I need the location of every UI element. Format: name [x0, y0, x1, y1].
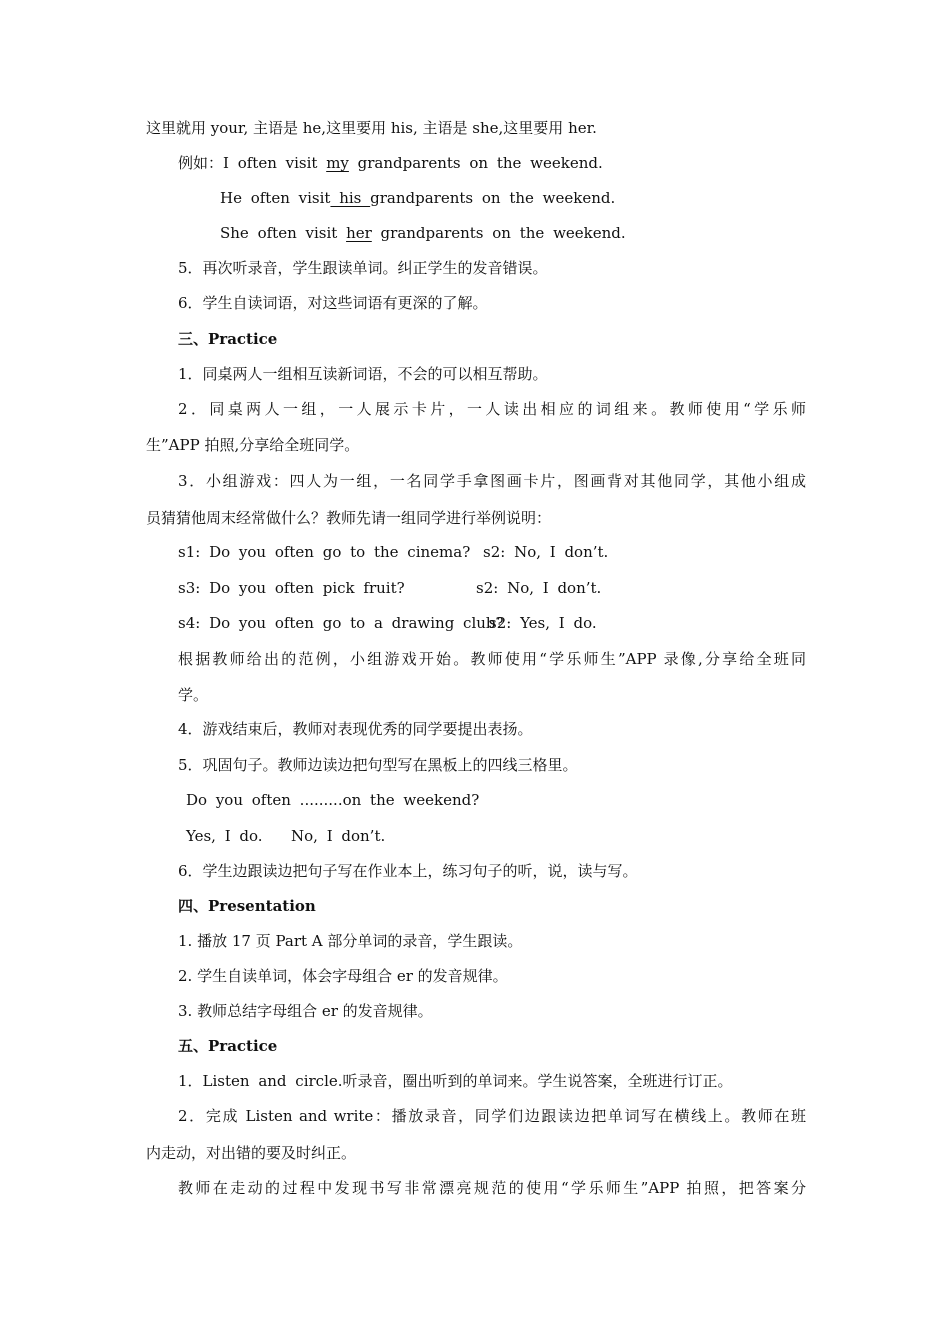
presentation-2: 2. 学生自读单词，体会字母组合 er 的发音规律。	[178, 967, 508, 985]
sentence-pattern-no: No, I don’t.	[291, 827, 386, 845]
example-text: She often visit	[220, 224, 347, 242]
example-text: He often visit	[220, 189, 331, 207]
heading-text: Practice	[208, 330, 278, 348]
example-text: grandparents on the weekend.	[348, 154, 603, 172]
heading-number: 五、	[178, 1037, 209, 1055]
presentation-3: 3. 教师总结字母组合 er 的发音规律。	[178, 1002, 433, 1020]
step-6: 6．学生自读词语，对这些词语有更深的了解。	[178, 294, 488, 312]
task-2-line-2: 内走动，对出错的要及时纠正。	[146, 1144, 357, 1162]
practice-5: 5．巩固句子。教师边读边把句型写在黑板上的四线三格里。	[178, 756, 578, 774]
underlined-word: her	[346, 224, 372, 242]
heading-number: 四、	[178, 897, 209, 915]
practice-1: 1．同桌两人一组相互读新词语，不会的可以相互帮助。	[178, 365, 548, 383]
game-line-1: 根据教师给出的范例，小组游戏开始。教师使用“学乐师生”APP 录像,分享给全班同	[178, 650, 806, 668]
presentation-1: 1. 播放 17 页 Part A 部分单词的录音，学生跟读。	[178, 932, 523, 950]
sentence-pattern-yes: Yes, I do.	[186, 827, 263, 845]
practice-2-line-2: 生”APP 拍照,分享给全班同学。	[146, 436, 360, 454]
dialogue-reply-1: s2: No, I don’t.	[483, 543, 609, 561]
task-2-line-1: 2．完成 Listen and write：播放录音，同学们边跟读边把单词写在横线上。教师在班	[178, 1107, 806, 1125]
practice-6: 6．学生边跟读边把句子写在作业本上，练习句子的听，说，读与写。	[178, 862, 638, 880]
example-line-2	[220, 188, 615, 208]
dialogue-line-1: s1: Do you often go to the cinema?	[178, 543, 471, 561]
example-line-1	[178, 153, 603, 173]
dialogue-reply-3: s2: Yes, I do.	[489, 614, 597, 632]
sentence-pattern-question: Do you often .........on the weekend?	[186, 791, 480, 809]
example-text: I often visit	[223, 154, 327, 172]
dialogue-reply-2: s2: No, I don’t.	[476, 579, 602, 597]
example-text: grandparents on the weekend.	[371, 224, 626, 242]
heading-text: Practice	[208, 1037, 278, 1055]
example-line-3	[220, 223, 626, 243]
underlined-word: my	[326, 154, 349, 172]
task-1: 1．Listen and circle.听录音，圈出听到的单词来。学生说答案，全班进行订正。	[178, 1072, 733, 1090]
dialogue-line-3: s4: Do you often go to a drawing club?	[178, 614, 504, 632]
example-label: 例如：	[178, 154, 224, 172]
section-heading-4	[178, 896, 316, 916]
underlined-word: his	[330, 189, 371, 207]
dialogue-line-2: s3: Do you often pick fruit?	[178, 579, 405, 597]
practice-3-line-2: 员猜猜他周末经常做什么？教师先请一组同学进行举例说明：	[146, 509, 552, 527]
step-5: 5．再次听录音，学生跟读单词。纠正学生的发音错误。	[178, 259, 548, 277]
example-text: grandparents on the weekend.	[370, 189, 616, 207]
game-line-2: 学。	[178, 686, 209, 704]
text-line: 这里就用 your, 主语是 he,这里要用 his, 主语是 she,这里要用 her.	[146, 119, 597, 137]
practice-2-line-1: 2．同桌两人一组，一人展示卡片，一人读出相应的词组来。教师使用“学乐师	[178, 400, 806, 418]
task-3-line-1: 教师在走动的过程中发现书写非常漂亮规范的使用“学乐师生”APP 拍照，把答案分	[178, 1179, 806, 1197]
practice-3-line-1: 3．小组游戏：四人为一组，一名同学手拿图画卡片，图画背对其他同学，其他小组成	[178, 472, 806, 490]
heading-text: Presentation	[208, 897, 316, 915]
section-heading-3	[178, 329, 277, 349]
section-heading-5	[178, 1036, 277, 1056]
practice-4: 4．游戏结束后，教师对表现优秀的同学要提出表扬。	[178, 720, 533, 738]
heading-number: 三、	[178, 330, 209, 348]
